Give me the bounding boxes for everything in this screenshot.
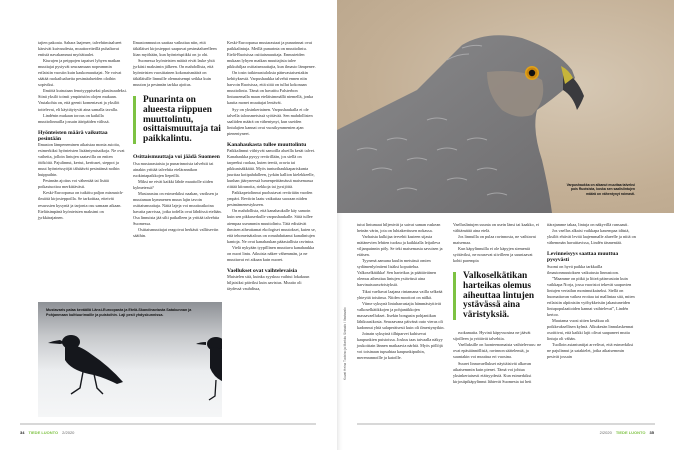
paragraph: Kun käpylinnuilla ei ole käpyjen siemeniä syötäviksi, ne nousevat siivilleen ja suuntaavat kohti parempia [453, 246, 533, 264]
paragraph: Keski-Euroopassa on tutkittu paljon mismatch-ilmiötä kirjosieppoilla. Se tarkoittaa, etteivät resurssien kysyntä ja tarjonta osu samaan aikaan. Eteläisimpänä hyönteisten maksimi on jyrkkärajainen. [38, 190, 124, 220]
issue-number: 2/2020 [599, 430, 612, 435]
article-column-2 [133, 40, 222, 239]
paragraph: Miksi ne eivät kaikki lähde muuttolle siiden kylmetessä? [133, 178, 213, 190]
article-column-4 [357, 222, 446, 361]
page-number: 34 [20, 430, 25, 435]
paragraph: Joinain syksyinä tilhiparvet kuhisevat kaupunkien puistoissa. Joskus taas taivaalla näkyy joukoittain lännen matkaavia närhiä. Myös pöllöjä voi toisinaan tupsahtaa kaupunkipuihin, merenrannoille ja katoille. [357, 330, 443, 361]
footer-rule [20, 423, 316, 425]
paragraph: Kiurujen ja peippojen tapaiset lyhyen matkan muuttajat pystyvät seuraamaan nopeammin erilaisiin vuosiin kuin kaukomuuttajat. Ne voivat säätää ruokailualueita pesimäalueiden oloihin sopiviksi. [38, 58, 122, 88]
article-column-6 [547, 222, 636, 360]
paragraph: Mustarastas on esimerkiksi naakan, variksen ja muutaman kymmenen muun lajin tavoin osittaismuuttaja. Näitä lajeja voi muuttoaikoina havaita parvissa, jotka todella ovat lähdössä etelään. Osa linnuista jää silti paikalleen ja yrittää talvehtia Suomessa. [133, 190, 222, 227]
left-folio [20, 430, 74, 435]
paragraph: On tosin tutkimustuloksia päinvastaisestakin kehityksestä. Varpushaukka talvehti ennen niin harvoin Ruotsissa, että siitä on tullut kokonaan muuttolintu. Tämä on havaittu Falsterbon lintuasemalla maan eteläisimmällä niemellä, jonka kautta monet muuttajat lentävät. [227, 70, 314, 106]
issue-number: 2/2020 [62, 430, 75, 435]
right-folio [600, 430, 654, 435]
paragraph: Viime syksynä lintuharrastajia hämmästyttivät valkoselkätikkojen ja pohjantikkojen massavaellukset. Itsekin bongasin pohjantikan lähikuusikosta. Seuraavana päivänä outo vieras oli kadonnut yhtä salaperäisesti kuin oli ilmestynytkin. [357, 300, 445, 330]
paragraph: ”Maamme on pitkä ja litteä päinvastoin kuin vaikkapa Norja, jossa vuoristot tekevät saapuvien lintujen vertailun monimutkaiseksi. Siellä on huomattavan vaikea erottaa tai mallintaa sitä, miten erilaisiin alpiinisiin vyöhykkeisiin jakautuneiden lintupopulaatioiden kannat vaihtelevat”, Lindén kertoo. [547, 275, 635, 317]
subheading: Levinneisyys saattaa muuttua pysyvästi [547, 251, 619, 264]
right-page [337, 0, 674, 450]
paragraph: Ilmastonmuutos saattaa vaikuttaa niin, että täkäläiset kirjosieppot saapuvat pesimäalueelleen liian myöhään, kun hyönteispiikki on jo ohi. [133, 40, 217, 58]
paragraph: Vaelluslintujen suunta on usein länsi tai kaakko, ei välttämättä aina etelä. [453, 222, 539, 234]
crow-photo [38, 302, 222, 417]
subheading: Kanahaukasta tullee muuttolintu [227, 141, 307, 148]
paragraph: Jos linnuilla on pulaa ravinnosta, ne vaihtavat maisemaa. [453, 234, 536, 246]
paragraph: Vielä nykyään tyypillinen muuttava kanahaukka on nuori lintu. Aikuisia näkee vähemmän, ja ne muuttavat eri aikaan kuin nuoret. [227, 244, 315, 262]
footer-rule [357, 423, 655, 425]
paragraph: On mahdollista, että kanahaukalle käy samoin kuin sen pikkuserkulle varpushaukalle. Siitä tullee aiempaa useammin muuttolintu. Tätä edistävät ihmisen aiheuttamat ekologiset muutokset, kuten se, että tehometsätalous on romahduttanut kanalintujen kantoja. Ne ovat kanahaukan pääasiallista ravintoa. [227, 208, 316, 244]
paragraph: Keski-Euroopassa mustarastaat ja punarinnat ovat paikkalintuja. Meillä punarinta on muuttolintu. Etelä-Ruotsissa osittaismuuttaja. Ennusteiden mukaan lyhyen matkan muuttajista tulee pikkuhiljaa osittaismuuttajia, kun ilmasto lämpenee. [227, 40, 316, 70]
paragraph: Pesinnän ajoitus voi vähentää tai lisätä poikastuottoa merkittävästi. [38, 178, 109, 190]
paragraph: Suuret linnuvaellukset näyttäisivät alkavan aikaisemmin kuin pienet. Tämä voi johtua yksinkertaisesti etäisyydestä. Kun esimerkiksi kirjosiipikäpylinnut lähtevät Suomesta tai heti [453, 360, 532, 384]
paragraph: Muutama vuosi sitten kesäkuu oli poikkeuksellisen kylmä. Alkukesän linnulaskennat osoittivat, että kaikki lajit olivat saapuneet mutta lintuja oli vähän. [547, 318, 634, 342]
paragraph: Muistelen sitä, kuinka syyskuu vaihtui lokakuun hiljaisiksi päiviksi kuin aavistus. Muutto oli täydessä vauhdissa, [227, 274, 310, 292]
paragraph: Ilmiötä kutsutaan fenotyyppiseksi plastisuudeksi. Siinä yksilö toimii ympäristön olojen mukaan. Vastakohta on, että geenit komentavat ja yksilöt tottelevat, eli käyttäytyvät aina samalla tavalla. [38, 88, 127, 112]
article-column-1 [38, 40, 127, 221]
paragraph: itärajamme takaa, lintuja on näkyvillä runsaasti. [547, 222, 629, 227]
hawk-photo [337, 0, 674, 213]
paragraph: Paikkalinnut viihtyvät samoilla alueilla kesät talvet. Kanahaukka pysyy reviirillään, jos siellä on tarpeeksi ruokaa, kuten teeriä, oravia tai pikkunisäkkäitä. Myös tunturihaukkapariskunta juurttaa kotipahdalleen, jyrkän kallion kielekkeelle, kunhan jääryneessä lumenpeittämässä maisemassa riittää kiirunoita, riekkoja tai jyrsijöitä. [227, 147, 316, 190]
paragraph: Paikkapetolinnut puolustavat reviiriään vuoden ympäri. Reviirin laatu vaikuttaa suoraan niiden pesimämenestykseen. [227, 190, 313, 208]
magazine-name: TIEDE LUONTO [28, 430, 59, 435]
article-column-5 [453, 222, 542, 385]
paragraph: Tikat vaeltavat laajana rintamana vailla selkeää yhteyttä toisiinsa. Niiden moottori on nälkä. [357, 288, 443, 300]
pull-quote: Punarinta on alueesta riippuen muuttolintu, osittaismuuttaja tai paikkalintu. [133, 96, 222, 144]
article-column-3 [227, 40, 316, 292]
crow-photo-caption: Mustavaris palaa keväällä Länsi-Euroopasta ja Etelä-Skandinaviasta Satakunnan ja Pohjanmaan kulttuurimaille ja puistoihin. Laji pesii yhdyskunnissa. [46, 308, 192, 317]
paragraph: Jos vaellus alkaisi vaikkapa kauempaa idästä, yksilöt ehtivät levitä laajemmalle alueelle ja niitä on vähemmän havaittavissa, Lindén täsmentää. [547, 228, 636, 246]
paragraph: Tuolloin asiantuntijat arvelivat, että esimerkiksi ne pajulinnut ja satakielet, jotka aikaisemmin pesivät jossain [547, 342, 634, 360]
paragraph: tajien pakoata. Sahara laajenee, talvehtimisalueet kärsivät kuivuudesta, muuttoreiteillä puhaltavat entistä navakammat myötätuulet. [38, 40, 122, 58]
hawk-photo-caption: Varpushaukka on alkanut muuttaa talveksi pois Ruotsista, koska sen saalislintujen määrä on vähentynyt roimasti. [566, 183, 635, 196]
crows-illustration [38, 302, 222, 417]
pull-quote: Valkoselkätikan harteikas olemus aiheuttaa lintujen ystävässä aina väristyksiä. [453, 272, 542, 320]
paragraph: Varhaista kulkijaa tervehti kasteen sijasta mätänevien lehtien tuoksu ja kaikkialla leijaileva viljanpuinnin pöly. Se teki maisemasta savuisen ja etäisen. [357, 234, 443, 258]
paragraph: Osa mustarastaista ja punarinnoista talvehtii tai ainakin yrittää talvehtia etelärannikon ruokintapaikkojen liepeillä. [133, 160, 214, 178]
paragraph: Osittaismuuttajat reagoivat herkästi vallitseviin sääihin. [133, 227, 219, 239]
page-number: 35 [649, 430, 654, 435]
subheading: Hyönteisten määrä vaikuttaa pesintään [38, 129, 108, 142]
paragraph: Ilmaston lämpeneminen aikaistaa monia asioita, esimerkiksi hyönteisten lisääntymisaikoja. Ne ovat vaiheita, jolloin lintujen saatavilla on eniten ötököitä. Pajulinnut, kertut, kerttuset, sieppot ja muut hyönteissyöjät tähtäävät pesintänsä noihin huippuihin. [38, 142, 125, 178]
magazine-name: TIEDE LUONTO [615, 430, 646, 435]
paragraph: ruokamaita. Hyvinä käpyvuosina ne jäävät sijoilleen ja yrittävät talvehtia. [453, 330, 531, 342]
photo-credit: Kuvat Heinz Tuohino ja Markku Sinisalo / Vastavalo [343, 307, 347, 380]
subheading: Osittaismuuttaja voi jäädä Suomeen [133, 154, 220, 161]
paragraph: Suomi on hyvä paikka tarkkailla ilmastonmuutoksen vaikutusta linnustoon. [547, 263, 619, 275]
paragraph: Tyynenä aamuna kuulin metsässä omien sydämenlyöntieni lisäksi koputtelua. Valkoselkätikka! Sen harteikas ja päättäväinen olemus aiheuttaa lintujen ystävässä aina harvinaisuusväristyksiä. [357, 258, 437, 288]
paragraph: tutut lintumaat hiljenivät ja saivat saman ruskean heinän värin, jota on luhtakerttusen nokassa. [357, 222, 441, 234]
paragraph: Syy on yksinkertainen. Varpushaukalla ei ole talvella talousmetsissä syötävää. Sen mahdollisten saaliiden määrä on vähentynyt, kun useiden lintulajien kannat ovat vuosikymmenien ajan pienentyneet. [227, 106, 313, 136]
hawk-illustration [337, 0, 674, 213]
paragraph: Suomessa hyönteisten määrä eivät laske yhtä jyrkästi maksimin jälkeen. On mahdollista, että hyönteisten vuosittainen kokonaismäärä on täkäläisille linnuille olennaisempi seikka kuin muuton ja pesinnän tarkka ajoitus. [133, 58, 215, 88]
paragraph: Lindénin mukaan torous on kaikilla muuttolinnuilla jossain ääripäiden välissä. [38, 112, 110, 124]
paragraph: Vaelluksille on luonteenomaista vaihtelevuus: ne ovat epäsäännöllisiä, ravinnon säätelemiä, ja suuntakin voi muuttua eri vuosina. [453, 342, 542, 360]
subheading: Vaellukset ovat vaihtelevaisia [227, 267, 298, 274]
